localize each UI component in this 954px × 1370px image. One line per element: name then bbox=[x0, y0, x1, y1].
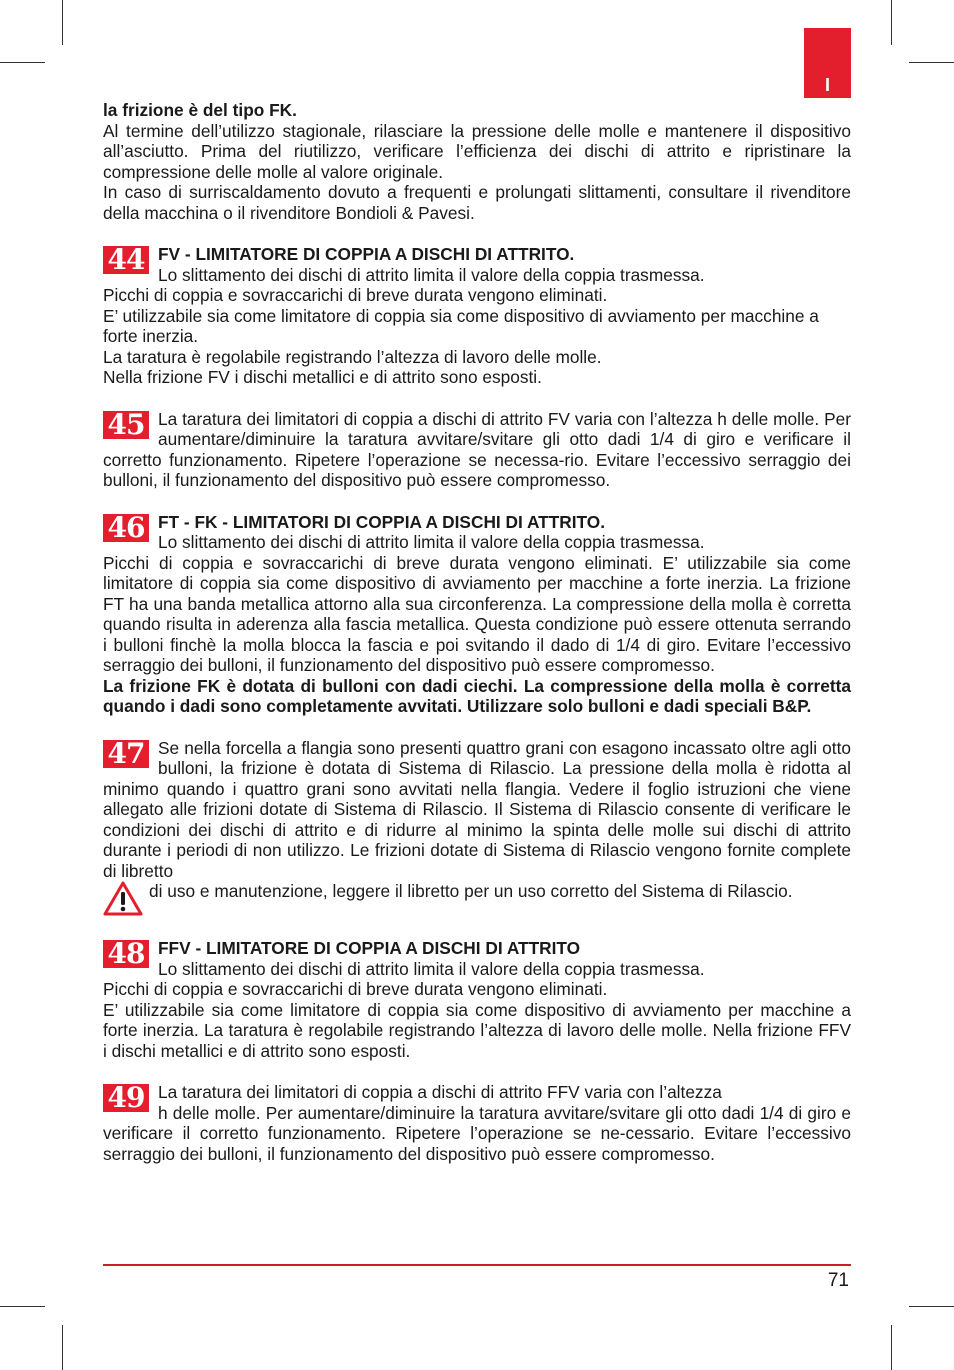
section-text: Se nella forcella a flangia sono presenti quattro grani con esagono incassato oltre agli otto bulloni, la frizione è dotata di Sistema di Rilascio. La pressione della molla è ridotta al minimo quando i quattro grani sono avvitati nella flangia. Vedere il foglio istruzioni che viene allegato alle frizioni dotate di Sistema di Rilascio. Il Sistema di Rilascio consente di verificare le condizioni dei dischi di attrito e di ridurre al minimo la spinta delle molle sui dischi di attrito durante i periodi di non utilizzo. Le frizioni dotate di Sistema di Rilascio vengono fornite complete di libretto bbox=[103, 737, 851, 881]
section-bold-text: La frizione FK è dotata di bulloni con dadi ciechi. La compressione della molla è corretta quando i dadi sono completamente avvitati. Utilizzare solo bulloni e dadi speciali B&P. bbox=[103, 675, 851, 716]
section-line: Lo slittamento dei dischi di attrito limita il valore della coppia trasmessa. bbox=[158, 958, 705, 979]
section-number-badge: 48 bbox=[103, 940, 149, 968]
section-44 bbox=[103, 244, 851, 388]
section-number-badge: 47 bbox=[103, 740, 149, 768]
section-number-badge: 45 bbox=[103, 411, 149, 439]
section-line: Picchi di coppia e sovraccarichi di breve durata vengono eliminati. bbox=[103, 979, 608, 999]
page-number: 71 bbox=[827, 1270, 849, 1291]
section-45 bbox=[103, 409, 851, 491]
section-line: Lo slittamento dei dischi di attrito limita il valore della coppia trasmessa. bbox=[158, 532, 705, 552]
section-line: Picchi di coppia e sovraccarichi di breve durata vengono eliminati. bbox=[103, 285, 608, 305]
page-content bbox=[103, 100, 851, 1164]
section-number-badge: 44 bbox=[103, 246, 149, 274]
section-title: FFV - LIMITATORE DI COPPIA A DISCHI DI ATTRITO bbox=[158, 938, 581, 958]
crop-mark bbox=[891, 0, 892, 45]
warning-icon bbox=[103, 881, 143, 917]
warning-text: di uso e manutenzione, leggere il libretto per un uso corretto del Sistema di Rilascio. bbox=[149, 881, 793, 901]
section-text: E’ utilizzabile sia come limitatore di coppia sia come dispositivo di avviamento per macchine a forte inerzia. La taratura è regolabile registrando l’altezza di lavoro delle molle. Nella frizione FFV i dischi metallici e di attrito sono esposti. bbox=[103, 999, 851, 1061]
section-title: FT - FK - LIMITATORI DI COPPIA A DISCHI DI ATTRITO. bbox=[158, 511, 606, 532]
language-tab-marker bbox=[804, 28, 851, 98]
crop-mark bbox=[909, 1306, 954, 1307]
section-number-badge: 49 bbox=[103, 1084, 149, 1112]
section-number-badge: 46 bbox=[103, 514, 149, 542]
section-line: E’ utilizzabile sia come limitatore di coppia sia come dispositivo di avviamento per macchine a forte inerzia. bbox=[103, 305, 819, 346]
section-49 bbox=[103, 1082, 851, 1164]
crop-mark bbox=[0, 62, 45, 63]
crop-mark bbox=[62, 0, 63, 45]
footer-divider bbox=[103, 1264, 851, 1266]
section-text: h delle molle. Per aumentare/diminuire la taratura avvitare/svitare gli otto dadi 1/4 di giro e verificare il corretto funzionamento. Ripetere l’operazione se ne-cessario. Evitare l’eccessivo serraggio dei bulloni, il funzionamento del dispositivo può essere compromesso. bbox=[103, 1102, 851, 1164]
section-text: La taratura dei limitatori di coppia a dischi di attrito FV varia con l’altezza h delle molle. Per aumentare/diminuire la taratura avvitare/svitare gli otto dadi 1/4 di giro e verificare il corretto funzionamento. Ripetere l’operazione se necessa-rio. Evitare l’eccessivo serraggio dei bulloni, il funzionamento del dispositivo può essere compromesso. bbox=[103, 408, 851, 490]
section-title: FV - LIMITATORE DI COPPIA A DISCHI DI ATTRITO. bbox=[158, 244, 575, 264]
crop-mark bbox=[891, 1325, 892, 1370]
section-line: La taratura dei limitatori di coppia a dischi di attrito FFV varia con l’altezza bbox=[158, 1082, 722, 1102]
intro-heading: la frizione è del tipo FK. bbox=[103, 100, 297, 120]
crop-mark bbox=[62, 1325, 63, 1370]
intro-paragraph: In caso di surriscaldamento dovuto a frequenti e prolungati slittamenti, consultare il rivenditore della macchina o il rivenditore Bondioli & Pavesi. bbox=[103, 182, 851, 223]
crop-mark bbox=[909, 62, 954, 63]
section-line: Nella frizione FV i dischi metallici e di attrito sono esposti. bbox=[103, 367, 542, 387]
section-47 bbox=[103, 738, 851, 918]
section-text: Picchi di coppia e sovraccarichi di breve durata vengono eliminati. E’ utilizzabile sia come limitatore di coppia sia come dispositivo di avviamento per macchine a forte inerzia. La frizione FT ha una banda metallica attorno alla sua circonferenza. La compressione della molla è corretta quando risulta in aderenza alla fascia metallica. Questa condizione può essere ottenuta serrando i bulloni finchè la molla blocca la fascia e poi svitando il dado di 1/4 di giro. Evitare l’eccessivo serraggio dei bulloni, il funzionamento del dispositivo può essere compromesso. bbox=[103, 552, 851, 675]
section-48 bbox=[103, 938, 851, 1061]
section-line: Lo slittamento dei dischi di attrito limita il valore della coppia trasmessa. bbox=[158, 264, 705, 285]
section-line: La taratura è regolabile registrando l’altezza di lavoro delle molle. bbox=[103, 346, 602, 367]
section-46 bbox=[103, 512, 851, 717]
language-tab-label: I bbox=[824, 75, 830, 95]
crop-mark bbox=[0, 1306, 45, 1307]
intro-paragraph: Al termine dell’utilizzo stagionale, rilasciare la pressione delle molle e mantenere il dispositivo all’asciutto. Prima del riutilizzo, verificare l’efficienza dei dischi di attrito e ripristinare la compressione delle molle al valore originale. bbox=[103, 120, 851, 182]
